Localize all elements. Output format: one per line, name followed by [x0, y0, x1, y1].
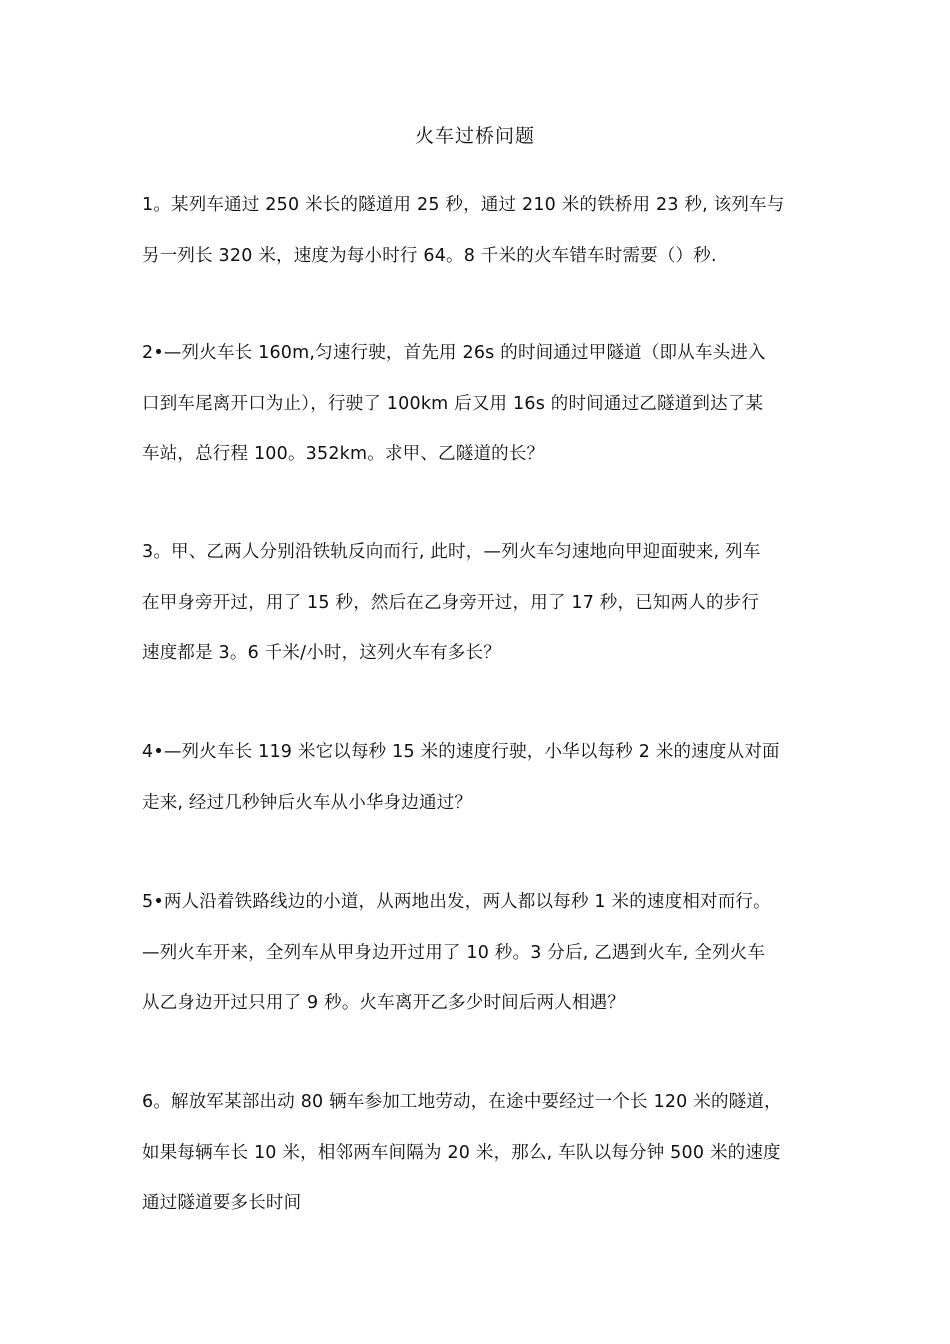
problem-1-line-1: 1。某列车通过 250 米长的隧道用 25 秒，通过 210 米的铁桥用 23 秒, 该列车与 — [142, 195, 785, 215]
problem-4-line-2: 走来, 经过几秒钟后火车从小华身边通过？ — [142, 792, 473, 813]
problem-2-line-2: 口到车尾离开口为止），行驶了 100km 后又用 16s 的时间通过乙隧道到达了某 — [142, 393, 764, 414]
page-title: 火车过桥问题 — [414, 125, 535, 147]
problem-5-line-3: 从乙身边开过只用了 9 秒。火车离开乙多少时间后两人相遇？ — [142, 993, 626, 1013]
problem-2-line-1: 2•—列火车长 160m,匀速行驶，首先用 26s 的时间通过甲隧道（即从车头进入 — [142, 343, 766, 363]
problem-5-line-1: 5•两人沿着铁路线边的小道，从两地出发，两人都以每秒 1 米的速度相对而行。 — [142, 892, 771, 912]
problem-3-line-2: 在甲身旁开过，用了 15 秒，然后在乙身旁开过，用了 17 秒，已知两人的步行 — [142, 592, 760, 613]
problem-3-line-3: 速度都是 3。6 千米/小时，这列火车有多长？ — [142, 643, 501, 663]
problem-4-line-1: 4•—列火车长 119 米它以每秒 15 米的速度行驶，小华以每秒 2 米的速度从对面 — [142, 742, 780, 762]
problem-5 — [142, 877, 812, 1029]
problem-1 — [142, 180, 812, 281]
problem-6 — [142, 1077, 812, 1229]
problem-5-line-2: —列火车开来，全列车从甲身边开过用了 10 秒。3 分后, 乙遇到火车, 全列火车 — [142, 942, 766, 963]
problem-3-line-1: 3。甲、乙两人分别沿铁轨反向而行, 此时，—列火车匀速地向甲迎面驶来, 列车 — [142, 542, 761, 562]
problem-6-line-3: 通过隧道要多长时间 — [142, 1193, 302, 1213]
problem-4 — [142, 727, 812, 828]
problem-2 — [142, 328, 812, 480]
problem-1-line-2: 另一列长 320 米，速度为每小时行 64。8 千米的火车错车时需要（）秒. — [142, 245, 717, 266]
problem-6-line-2: 如果每辆车长 10 米，相邻两车间隔为 20 米，那么, 车队以每分钟 500 米的速度 — [142, 1142, 781, 1163]
problem-3 — [142, 527, 812, 679]
problem-2-line-3: 车站，总行程 100。352km。求甲、乙隧道的长？ — [142, 444, 545, 464]
problem-6-line-1: 6。解放军某部出动 80 辆车参加工地劳动，在途中要经过一个长 120 米的隧道， — [142, 1092, 782, 1112]
